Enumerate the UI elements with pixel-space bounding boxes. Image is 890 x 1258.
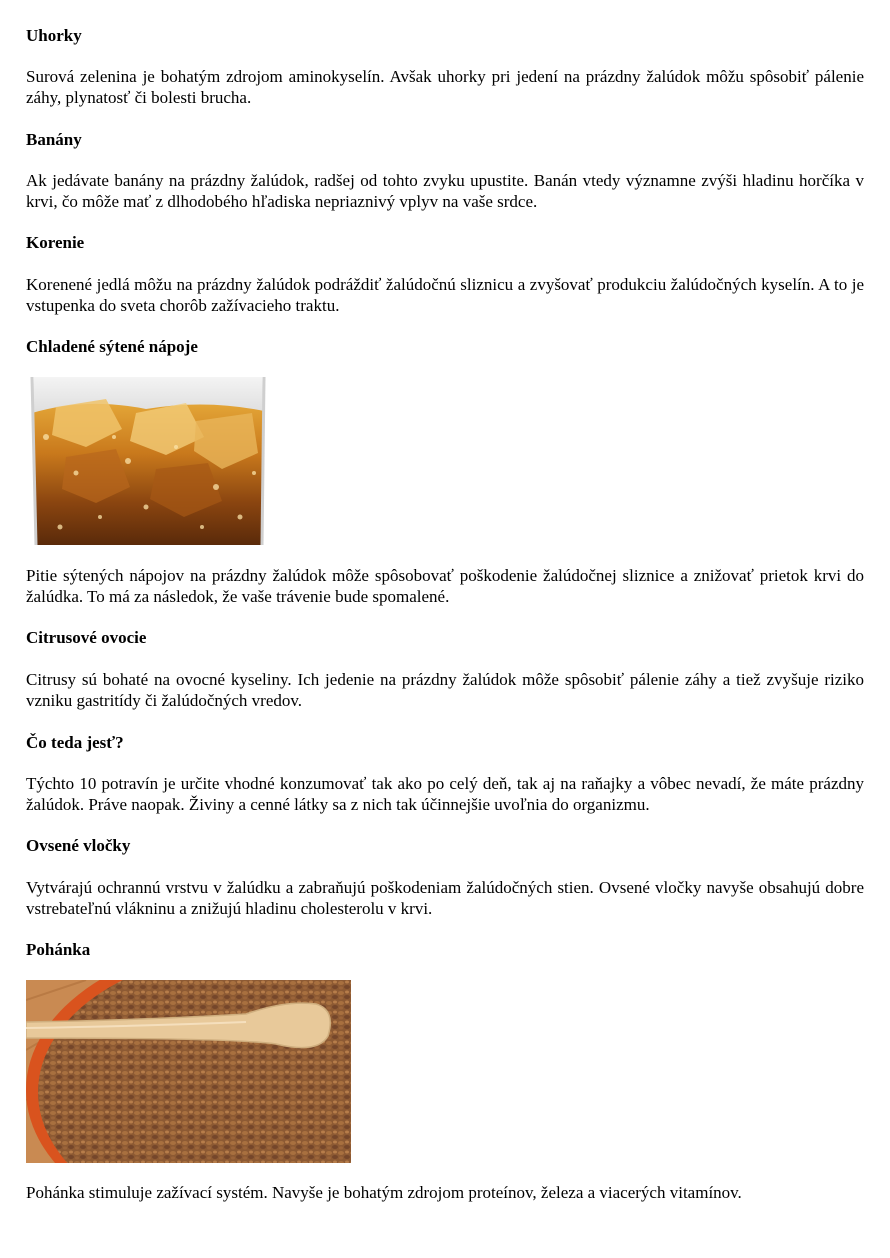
- section-text-ovsene-vlocky: Vytvárajú ochrannú vrstvu v žalúdku a zabraňujú poškodeniam žalúdočných stien. Ovsené vločky navyše obsahujú dobre vstrebateľnú vlákninu a znižujú hladinu cholesterolu v krvi.: [26, 878, 864, 918]
- section-text-uhorky: Surová zelenina je bohatým zdrojom aminokyselín. Avšak uhorky pri jedení na prázdny žalúdok môžu spôsobiť pálenie záhy, plynatosť či bolesti brucha.: [26, 67, 864, 107]
- soda-glass-image: [26, 377, 270, 545]
- section-heading-co-jest: Čo teda jesť?: [26, 733, 124, 752]
- section-heading-ovsene-vlocky: Ovsené vločky: [26, 836, 131, 855]
- section-heading-citrusy: Citrusové ovocie: [26, 628, 147, 647]
- section-heading-banany: Banány: [26, 130, 82, 149]
- section-text-pohanka: Pohánka stimuluje zažívací systém. Navyše je bohatým zdrojom proteínov, železa a viacerých vitamínov.: [26, 1183, 742, 1202]
- buckwheat-bowl-icon: [26, 980, 351, 1163]
- section-heading-korenie: Korenie: [26, 233, 85, 252]
- section-text-co-jest: Týchto 10 potravín je určite vhodné konzumovať tak ako po celý deň, tak aj na raňajky a vôbec nevadí, že máte prázdny žalúdok. Práve naopak. Živiny a cenné látky sa z nich tak účinnejšie uvoľnia do organizmu.: [26, 774, 864, 814]
- section-heading-pohanka: Pohánka: [26, 940, 91, 959]
- section-text-napoje: Pitie sýtených nápojov na prázdny žalúdok môže spôsobovať poškodenie žalúdočnej sliznice a znižovať prietok krvi do žalúdka. To má za následok, že vaše trávenie bude spomalené.: [26, 566, 864, 606]
- section-heading-uhorky: Uhorky: [26, 26, 82, 45]
- section-text-korenie: Korenené jedlá môžu na prázdny žalúdok podráždiť žalúdočnú sliznicu a zvyšovať produkciu žalúdočných kyselín. A to je vstupenka do sveta chorôb zažívacieho traktu.: [26, 275, 864, 315]
- buckwheat-image: [26, 980, 351, 1163]
- section-heading-napoje: Chladené sýtené nápoje: [26, 337, 198, 356]
- carbonated-drink-glass-icon: [26, 377, 270, 545]
- section-text-citrusy: Citrusy sú bohaté na ovocné kyseliny. Ich jedenie na prázdny žalúdok môže spôsobiť pálenie záhy a tiež zvyšuje riziko vzniku gastritídy či žalúdočných vredov.: [26, 670, 864, 710]
- section-text-banany: Ak jedávate banány na prázdny žalúdok, radšej od tohto zvyku upustite. Banán vtedy významne zvýši hladinu horčíka v krvi, čo môže mať z dlhodobého hľadiska nepriaznivý vplyv na vaše srdce.: [26, 171, 864, 211]
